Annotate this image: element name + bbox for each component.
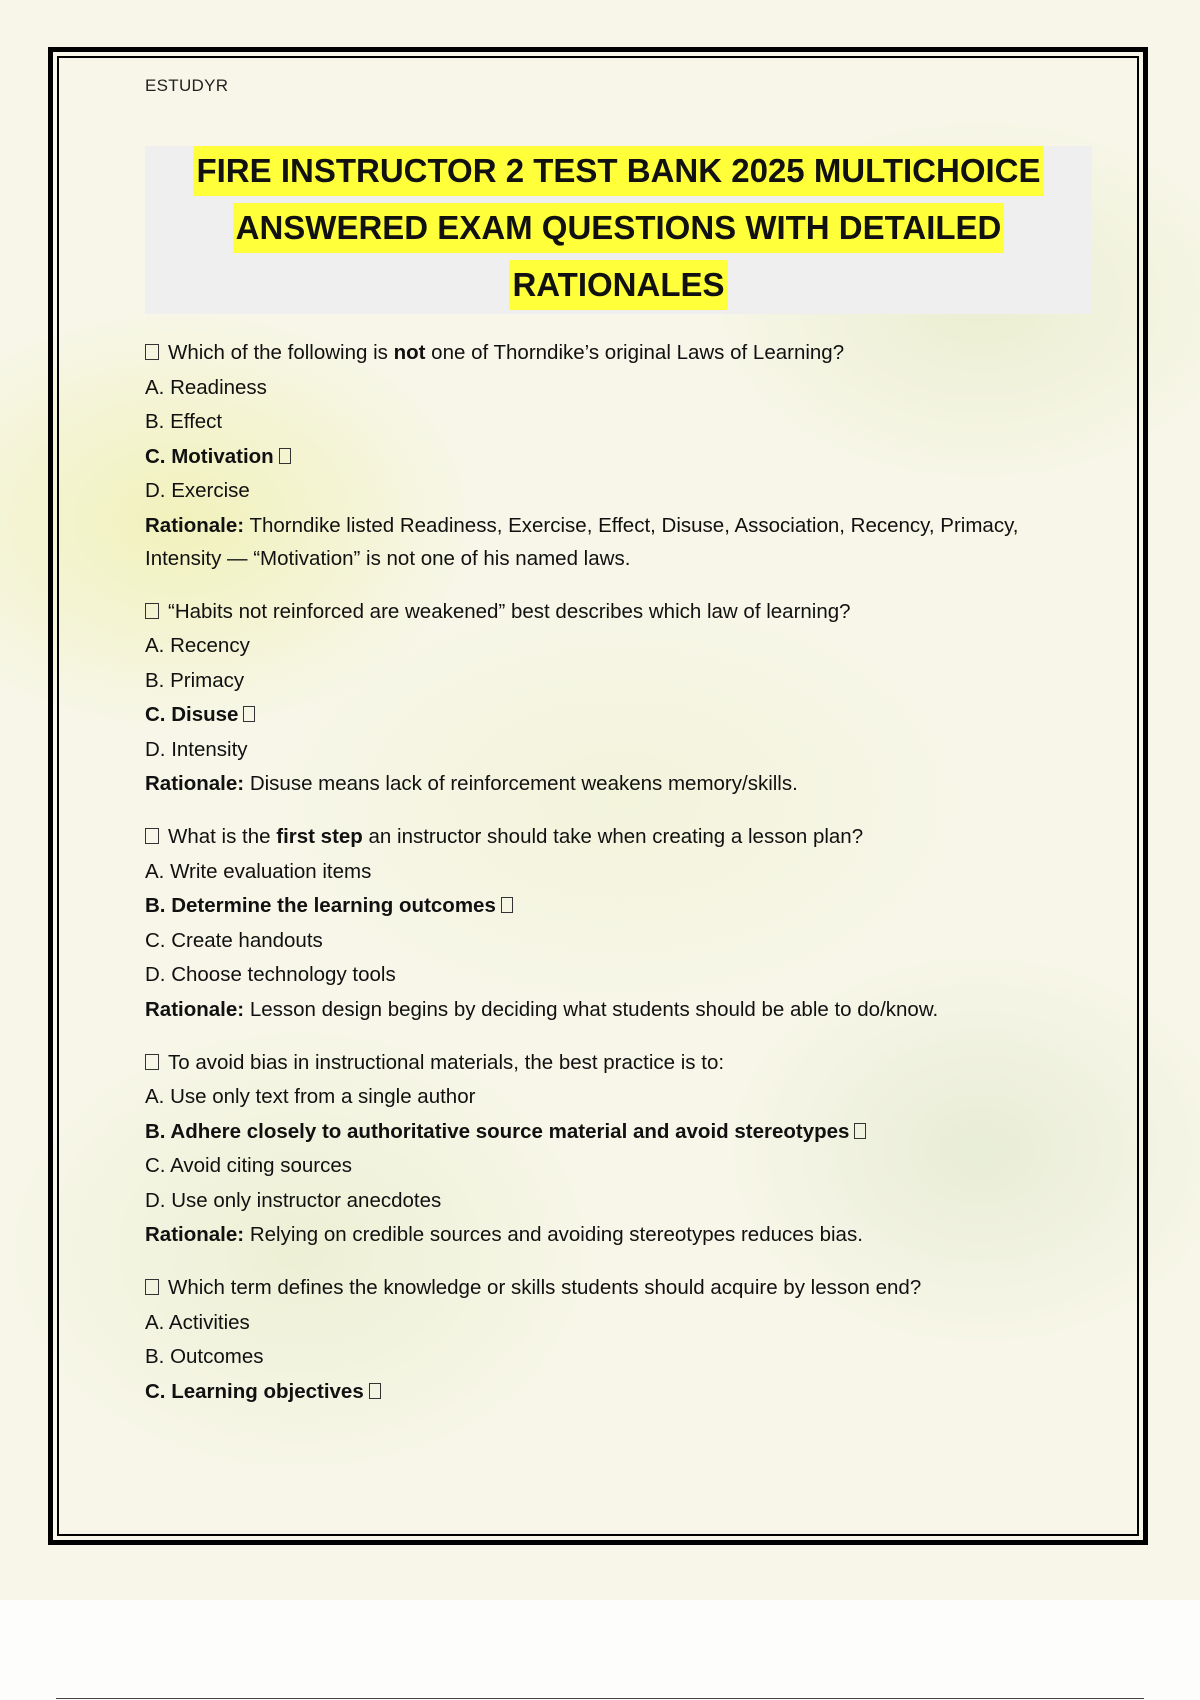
answer-option: C. Avoid citing sources bbox=[145, 1154, 353, 1177]
answer-option: D. Exercise bbox=[145, 479, 250, 502]
answer-option: A. Use only text from a single author bbox=[145, 1085, 476, 1108]
answer-option: B. Primacy bbox=[145, 668, 245, 692]
rationale: Rationale: Thorndike listed Readiness, Exercise, Effect, Disuse, Association, Recency, Primacy, Intensity — “Motivation” is not one of his named laws. bbox=[145, 513, 1019, 570]
question-text: “Habits not reinforced are weakened” best describes which law of learning? bbox=[145, 595, 1090, 630]
answer-option: A. Readiness bbox=[145, 375, 267, 399]
answer-option: A. Activities bbox=[145, 1310, 250, 1334]
answer-option-correct: B. Determine the learning outcomes bbox=[145, 889, 1090, 924]
question-text: Which term defines the knowledge or skills students should acquire by lesson end? bbox=[145, 1271, 1090, 1306]
question-text: What is the first step an instructor should take when creating a lesson plan? bbox=[145, 820, 1090, 855]
correct-mark-icon bbox=[501, 897, 513, 913]
correct-mark-icon bbox=[279, 448, 291, 464]
question-bullet-icon bbox=[145, 828, 159, 844]
answer-option: D. Intensity bbox=[145, 737, 248, 761]
question-block bbox=[145, 1271, 1090, 1409]
answer-option: A. Recency bbox=[145, 634, 250, 657]
rationale: Rationale: Lesson design begins by deciding what students should be able to do/know. bbox=[145, 997, 939, 1021]
page-bottom-margin bbox=[0, 1600, 1200, 1700]
answer-option: B. Effect bbox=[145, 410, 223, 433]
question-block bbox=[145, 1046, 1090, 1252]
question-bullet-icon bbox=[145, 344, 159, 360]
correct-mark-icon bbox=[243, 706, 255, 722]
rationale: Rationale: Disuse means lack of reinforcement weakens memory/skills. bbox=[145, 772, 798, 795]
question-text: Which of the following is not one of Thorndike’s original Laws of Learning? bbox=[145, 336, 1090, 371]
answer-option-correct: C. Learning objectives bbox=[145, 1375, 1090, 1410]
title-line-2: ANSWERED EXAM QUESTIONS WITH DETAILED bbox=[233, 203, 1005, 253]
question-list bbox=[145, 336, 1090, 1429]
question-block bbox=[145, 595, 1090, 801]
answer-option: D. Choose technology tools bbox=[145, 963, 396, 986]
footer-rule bbox=[56, 1698, 1144, 1699]
document-title bbox=[145, 146, 1092, 314]
answer-option-correct: B. Adhere closely to authoritative source material and avoid stereotypes bbox=[145, 1115, 1090, 1150]
answer-option: D. Use only instructor anecdotes bbox=[145, 1188, 442, 1212]
title-line-1: FIRE INSTRUCTOR 2 TEST BANK 2025 MULTICHOICE bbox=[193, 146, 1043, 196]
correct-mark-icon bbox=[854, 1123, 866, 1139]
brand-name: ESTUDYR bbox=[145, 76, 229, 95]
answer-option-correct: C. Disuse bbox=[145, 698, 1090, 733]
question-bullet-icon bbox=[145, 603, 159, 619]
rationale: Rationale: Relying on credible sources and avoiding stereotypes reduces bias. bbox=[145, 1223, 863, 1246]
question-block bbox=[145, 820, 1090, 1026]
question-bullet-icon bbox=[145, 1054, 159, 1070]
question-bullet-icon bbox=[145, 1279, 159, 1295]
answer-option: B. Outcomes bbox=[145, 1345, 264, 1368]
question-block bbox=[145, 336, 1090, 575]
answer-option: C. Create handouts bbox=[145, 928, 323, 952]
answer-option-correct: C. Motivation bbox=[145, 440, 1090, 475]
title-line-3: RATIONALES bbox=[509, 260, 727, 310]
answer-option: A. Write evaluation items bbox=[145, 859, 372, 883]
question-text: To avoid bias in instructional materials, the best practice is to: bbox=[145, 1046, 1090, 1081]
correct-mark-icon bbox=[369, 1383, 381, 1399]
